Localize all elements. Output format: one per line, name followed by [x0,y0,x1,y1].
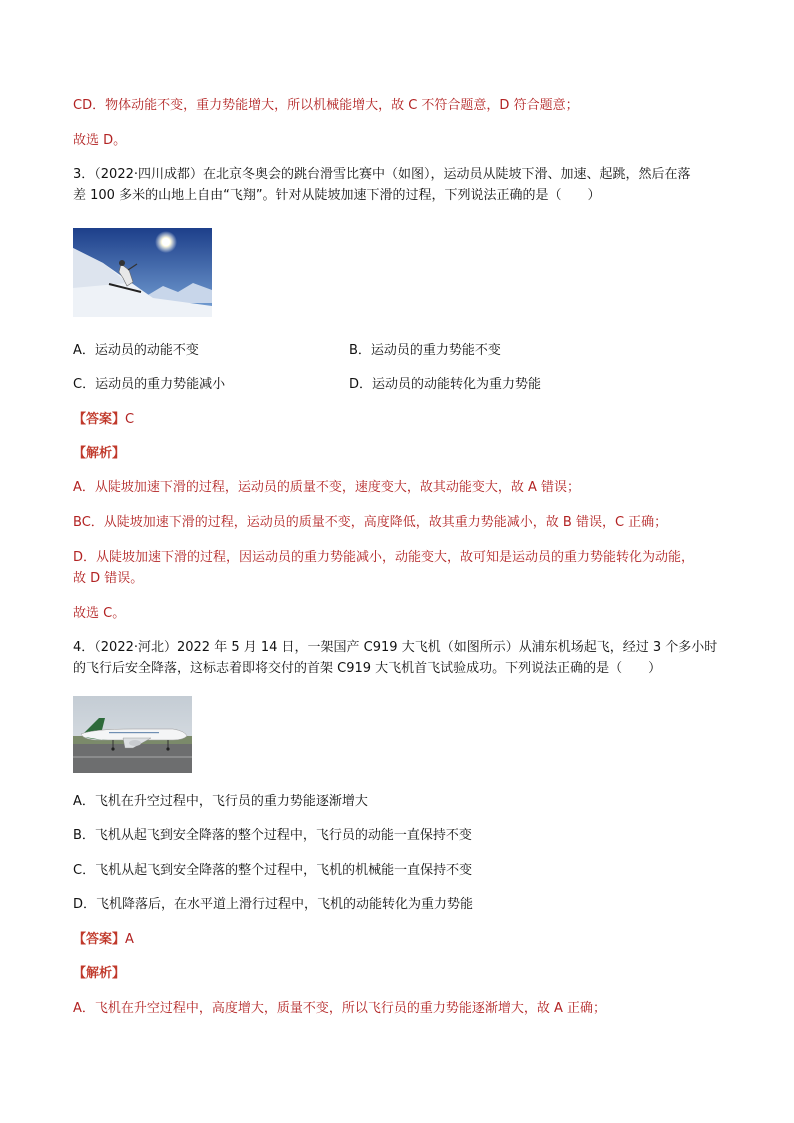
answer-value: C [125,412,135,427]
q3-option-c: C．运动员的重力势能减小 [73,377,226,392]
q4-explanation-a: A．飞机在升空过程中，高度增大，质量不变，所以飞行员的重力势能逐渐增大，故 A 正确； [73,1001,607,1016]
q4-analysis-tag: 【解析】 [73,966,126,981]
q3-answer [73,411,134,428]
answer-value: A [125,932,134,947]
explanation-line-cd: CD．物体动能不变，重力势能增大，所以机械能增大，故 C 不符合题意，D 符合题意； [73,98,579,113]
q4-option-d: D．飞机降落后，在水平道上滑行过程中，飞机的动能转化为重力势能 [73,897,474,912]
q4-option-b: B．飞机从起飞到安全降落的整个过程中，飞行员的动能一直保持不变 [73,828,472,843]
q4-option-a: A．飞机在升空过程中，飞行员的重力势能逐渐增大 [73,794,368,809]
q3-option-d: D．运动员的动能转化为重力势能 [349,377,542,392]
q3-explanation-d-line-1: D．从陡坡加速下滑的过程，因运动员的重力势能减小，动能变大，故可知是运动员的重力势能转化为动能， [73,550,695,565]
q3-explanation-d-line-2: 故 D 错误。 [73,571,144,586]
answer-choice-line: 故选 D。 [73,133,127,148]
q3-explanation-a: A．从陡坡加速下滑的过程，运动员的质量不变，速度变大，故其动能变大，故 A 错误； [73,480,581,495]
q3-option-b: B．运动员的重力势能不变 [349,343,501,358]
answer-tag: 【答案】 [73,932,126,947]
skier-photo [73,228,212,317]
answer-tag: 【答案】 [73,412,126,427]
q3-explanation-bc: BC．从陡坡加速下滑的过程，运动员的质量不变，高度降低，故其重力势能减小，故 B 错误，C 正确； [73,515,668,530]
q3-analysis-tag: 【解析】 [73,446,126,461]
q3-stem-line-1: 3．（2022·四川成都）在北京冬奥会的跳台滑雪比赛中（如图），运动员从陡坡下滑、加速、起跳，然后在落 [73,167,691,182]
q4-answer [73,931,134,948]
q4-option-c: C．飞机从起飞到安全降落的整个过程中，飞机的机械能一直保持不变 [73,863,473,878]
q3-stem-line-2: 差 100 多米的山地上自由“飞翔”。针对从陡坡加速下滑的过程，下列说法正确的是（ ） [73,188,601,203]
q4-stem-line-1: 4．（2022·河北）2022 年 5 月 14 日，一架国产 C919 大飞机（如图所示）从浦东机场起飞，经过 3 个多小时 [73,640,718,655]
q4-stem-line-2: 的飞行后安全降落，这标志着即将交付的首架 C919 大飞机首飞试验成功。下列说法正确的是（ ） [73,661,662,676]
airplane-photo [73,696,192,773]
q3-answer-choice: 故选 C。 [73,606,126,621]
q3-option-a: A．运动员的动能不变 [73,343,199,358]
